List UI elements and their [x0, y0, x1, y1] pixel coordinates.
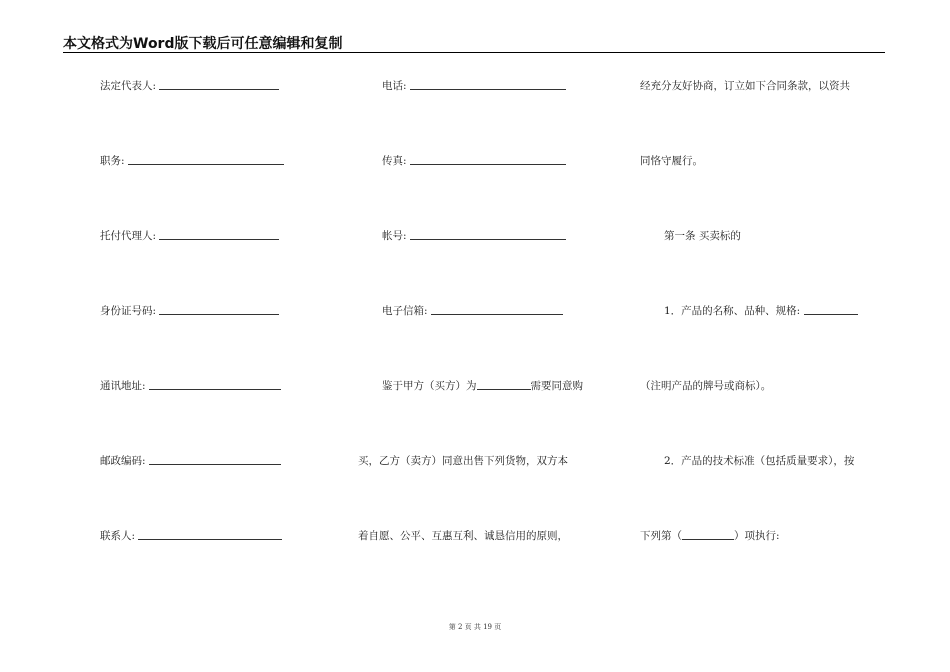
account-field — [382, 229, 566, 243]
email-field — [382, 304, 563, 318]
blank-line — [149, 454, 281, 465]
item-2-continuation — [640, 529, 780, 543]
body-line-1: 经充分友好协商，订立如下合同条款，以资共 — [640, 80, 850, 92]
document-header-title: 本文格式为Word版下载后可任意编辑和复制 — [63, 36, 343, 52]
blank-line — [410, 229, 566, 240]
blank-line — [128, 154, 284, 165]
field-label: 职务: — [100, 155, 125, 167]
recital-text: 需要同意购 — [530, 380, 583, 392]
field-label: 身份证号码: — [100, 305, 157, 317]
field-label: 电话: — [382, 80, 407, 92]
item-text: ）项执行: — [734, 530, 780, 542]
field-label: 托付代理人: — [100, 230, 157, 242]
page-number: 第 2 页 共 19 页 — [448, 623, 502, 631]
header-divider — [63, 52, 885, 53]
contact-person-field — [100, 529, 282, 543]
recital-line-3: 着自愿、公平、互惠互利、诚恳信用的原则， — [358, 530, 568, 542]
field-label: 联系人: — [100, 530, 136, 542]
blank-line — [159, 304, 279, 315]
blank-line — [804, 304, 858, 315]
legal-representative-field — [100, 79, 279, 93]
field-label: 法定代表人: — [100, 80, 157, 92]
postal-code-field — [100, 454, 281, 468]
field-label: 邮政编码: — [100, 455, 146, 467]
blank-line — [159, 229, 279, 240]
blank-line — [149, 379, 281, 390]
agent-field — [100, 229, 279, 243]
field-label: 电子信箱: — [382, 305, 428, 317]
recital-text: 鉴于甲方（买方）为 — [382, 380, 477, 392]
item-text: 1．产品的名称、品种、规格: — [664, 305, 801, 317]
blank-line — [431, 304, 563, 315]
field-label: 帐号: — [382, 230, 407, 242]
id-number-field — [100, 304, 279, 318]
field-label: 通讯地址: — [100, 380, 146, 392]
item-2-text: 2．产品的技术标准（包括质量要求），按 — [664, 455, 855, 467]
field-label: 传真: — [382, 155, 407, 167]
blank-line — [682, 529, 734, 540]
blank-line — [477, 379, 531, 390]
address-field — [100, 379, 281, 393]
body-line-2: 同恪守履行。 — [640, 155, 703, 167]
blank-line — [410, 154, 566, 165]
blank-line — [410, 79, 566, 90]
recital-line-2: 买，乙方（卖方）同意出售下列货物，双方本 — [358, 455, 568, 467]
item-1-note: （注明产品的牌号或商标）。 — [640, 380, 772, 392]
recital-line-1 — [382, 379, 583, 393]
item-text: 下列第（ — [640, 530, 682, 542]
blank-line — [138, 529, 282, 540]
phone-field — [382, 79, 566, 93]
fax-field — [382, 154, 566, 168]
position-field — [100, 154, 284, 168]
article-1-heading: 第一条 买卖标的 — [664, 230, 741, 242]
item-1-field — [664, 304, 858, 318]
blank-line — [159, 79, 279, 90]
